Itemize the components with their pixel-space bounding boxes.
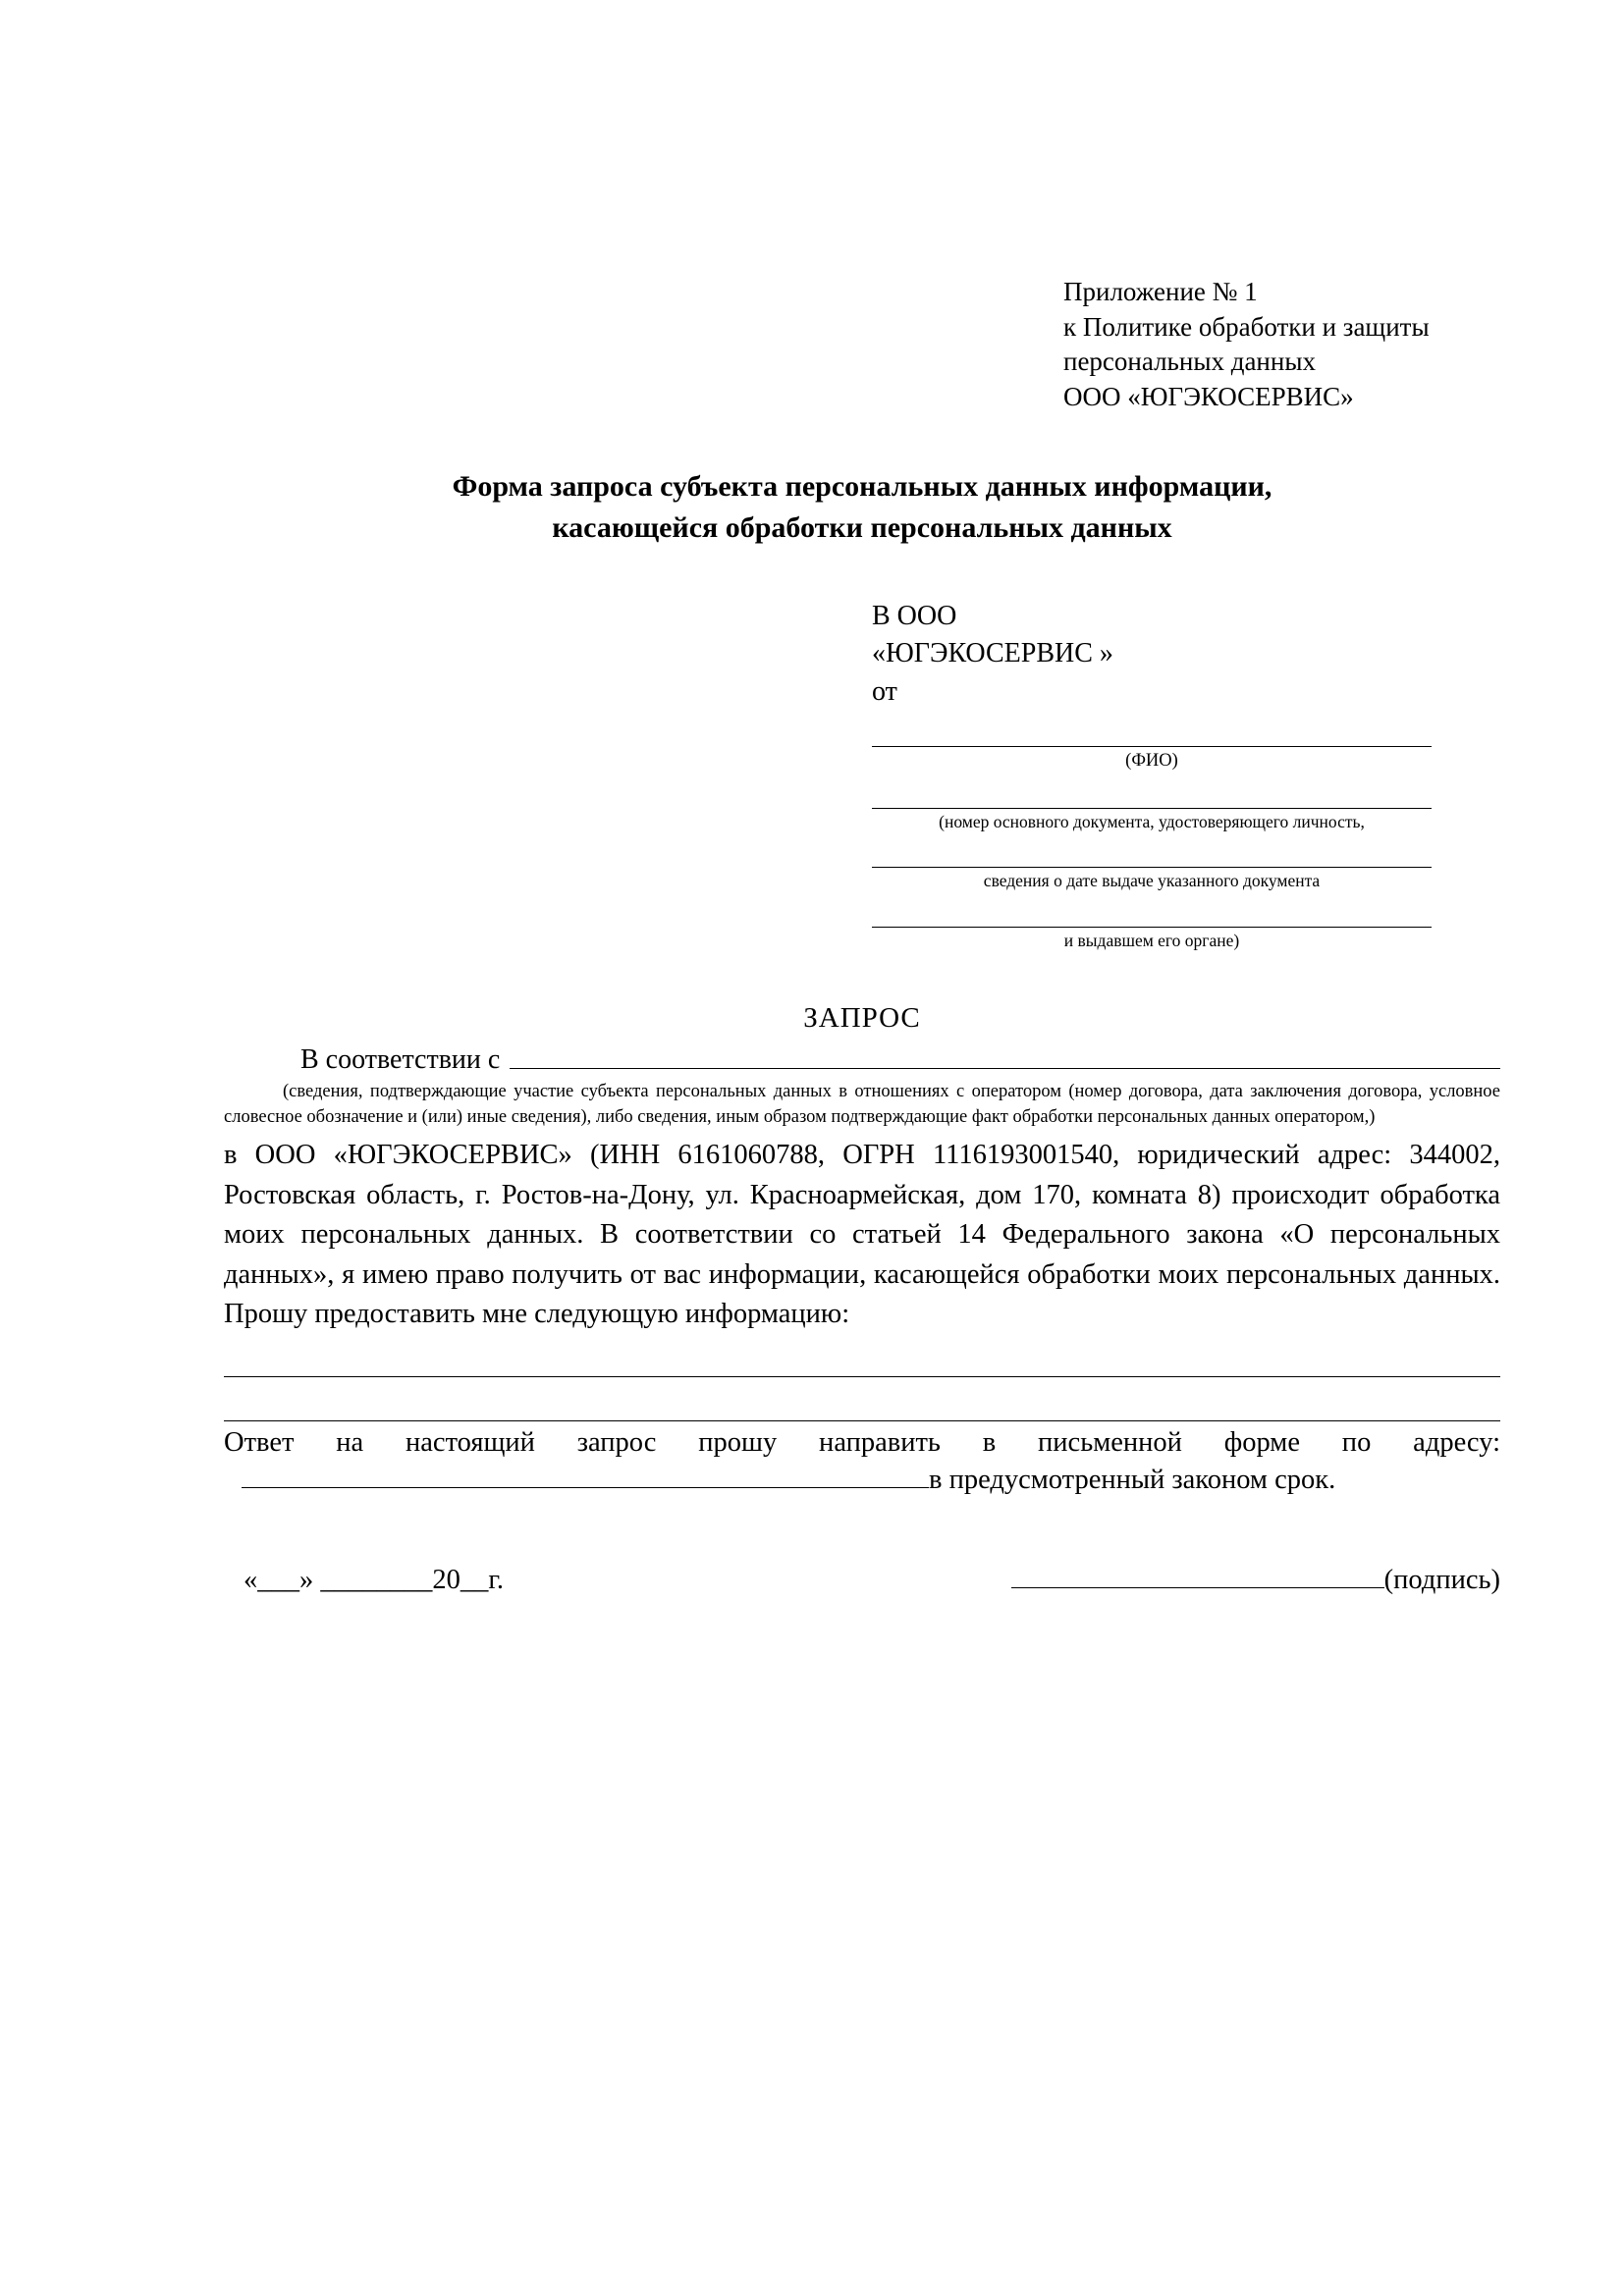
addressee-line-2: «ЮГЭКОСЕРВИС » bbox=[872, 638, 1113, 669]
appendix-line-1: Приложение № 1 bbox=[1063, 277, 1258, 306]
document-issuer-caption: и выдавшем его органе) bbox=[1063, 931, 1240, 951]
fine-print-note bbox=[224, 1080, 1500, 1130]
document-date-field[interactable] bbox=[872, 841, 1432, 868]
appendix-line-2: к Политике обработки и защиты bbox=[1063, 311, 1430, 342]
in-accordance-label: В соответствии с bbox=[300, 1044, 501, 1076]
signature-row bbox=[224, 1565, 1500, 1596]
applicant-fields bbox=[872, 721, 1432, 961]
document-number-field[interactable] bbox=[872, 782, 1432, 809]
signature-label: (подпись) bbox=[1383, 1564, 1500, 1595]
page-title-line-1: Форма запроса субъекта персональных данных информации, bbox=[452, 469, 1272, 503]
document-date-caption: сведения о дате выдаче указанного документа bbox=[983, 871, 1321, 891]
page-title bbox=[224, 466, 1500, 549]
addressee-block bbox=[872, 598, 1500, 712]
date-field[interactable]: «___» ________20__г. bbox=[244, 1564, 504, 1595]
appendix-line-4: ООО «ЮГЭКОСЕРВИС» bbox=[1063, 381, 1354, 411]
appendix-block bbox=[1063, 275, 1500, 415]
info-field-line-1[interactable] bbox=[224, 1376, 1500, 1377]
request-heading: ЗАПРОС bbox=[803, 1002, 921, 1035]
answer-address-tail: в предусмотренный законом срок. bbox=[929, 1464, 1336, 1495]
addressee-line-1: В ООО bbox=[872, 600, 957, 631]
appendix-line-3: персональных данных bbox=[1063, 347, 1316, 377]
fio-caption: (ФИО) bbox=[1125, 751, 1178, 772]
answer-instruction: Ответ на настоящий запрос прошу направить в письменной форме по адресу: bbox=[224, 1426, 1500, 1458]
in-accordance-field[interactable] bbox=[510, 1068, 1500, 1069]
body-paragraph-text: в ООО «ЮГЭКОСЕРВИС» (ИНН 6161060788, ОГРН 1116193001540, юридический адрес: 344002, Ростовская область, г. Ростов-на-Дону, ул. Красноармейская, дом 170, комната 8) происходит обработка моих персональных данных. В соответствии со статьей 14 Федерального закона «О персональных данных», я имею право получить от вас информации, касающейся обработки моих персональных данных. Прошу предоставить мне следующую информацию: bbox=[224, 1140, 1500, 1330]
signature-field[interactable] bbox=[1011, 1587, 1384, 1588]
page-title-line-2: касающейся обработки персональных данных bbox=[552, 510, 1172, 544]
document-content bbox=[224, 275, 1500, 1596]
answer-address-row bbox=[224, 1465, 1500, 1496]
fine-print-text: (сведения, подтверждающие участие субъекта персональных данных в отношениях с оператором (номер договора, дата заключения договора, условное словесное обозначение и (или) иные сведения), либо сведения, иным образом подтверждающие факт обработки персональных данных оператором,) bbox=[224, 1082, 1500, 1127]
fio-field[interactable] bbox=[872, 721, 1432, 747]
body-paragraph bbox=[224, 1136, 1500, 1334]
document-issuer-field[interactable] bbox=[872, 901, 1432, 928]
in-accordance-row bbox=[224, 1044, 1500, 1076]
answer-address-field[interactable] bbox=[242, 1487, 929, 1488]
document-number-caption: (номер основного документа, удостоверяющего личность, bbox=[939, 811, 1365, 831]
info-field-line-2[interactable] bbox=[224, 1420, 1500, 1421]
addressee-line-3: от bbox=[872, 675, 897, 707]
